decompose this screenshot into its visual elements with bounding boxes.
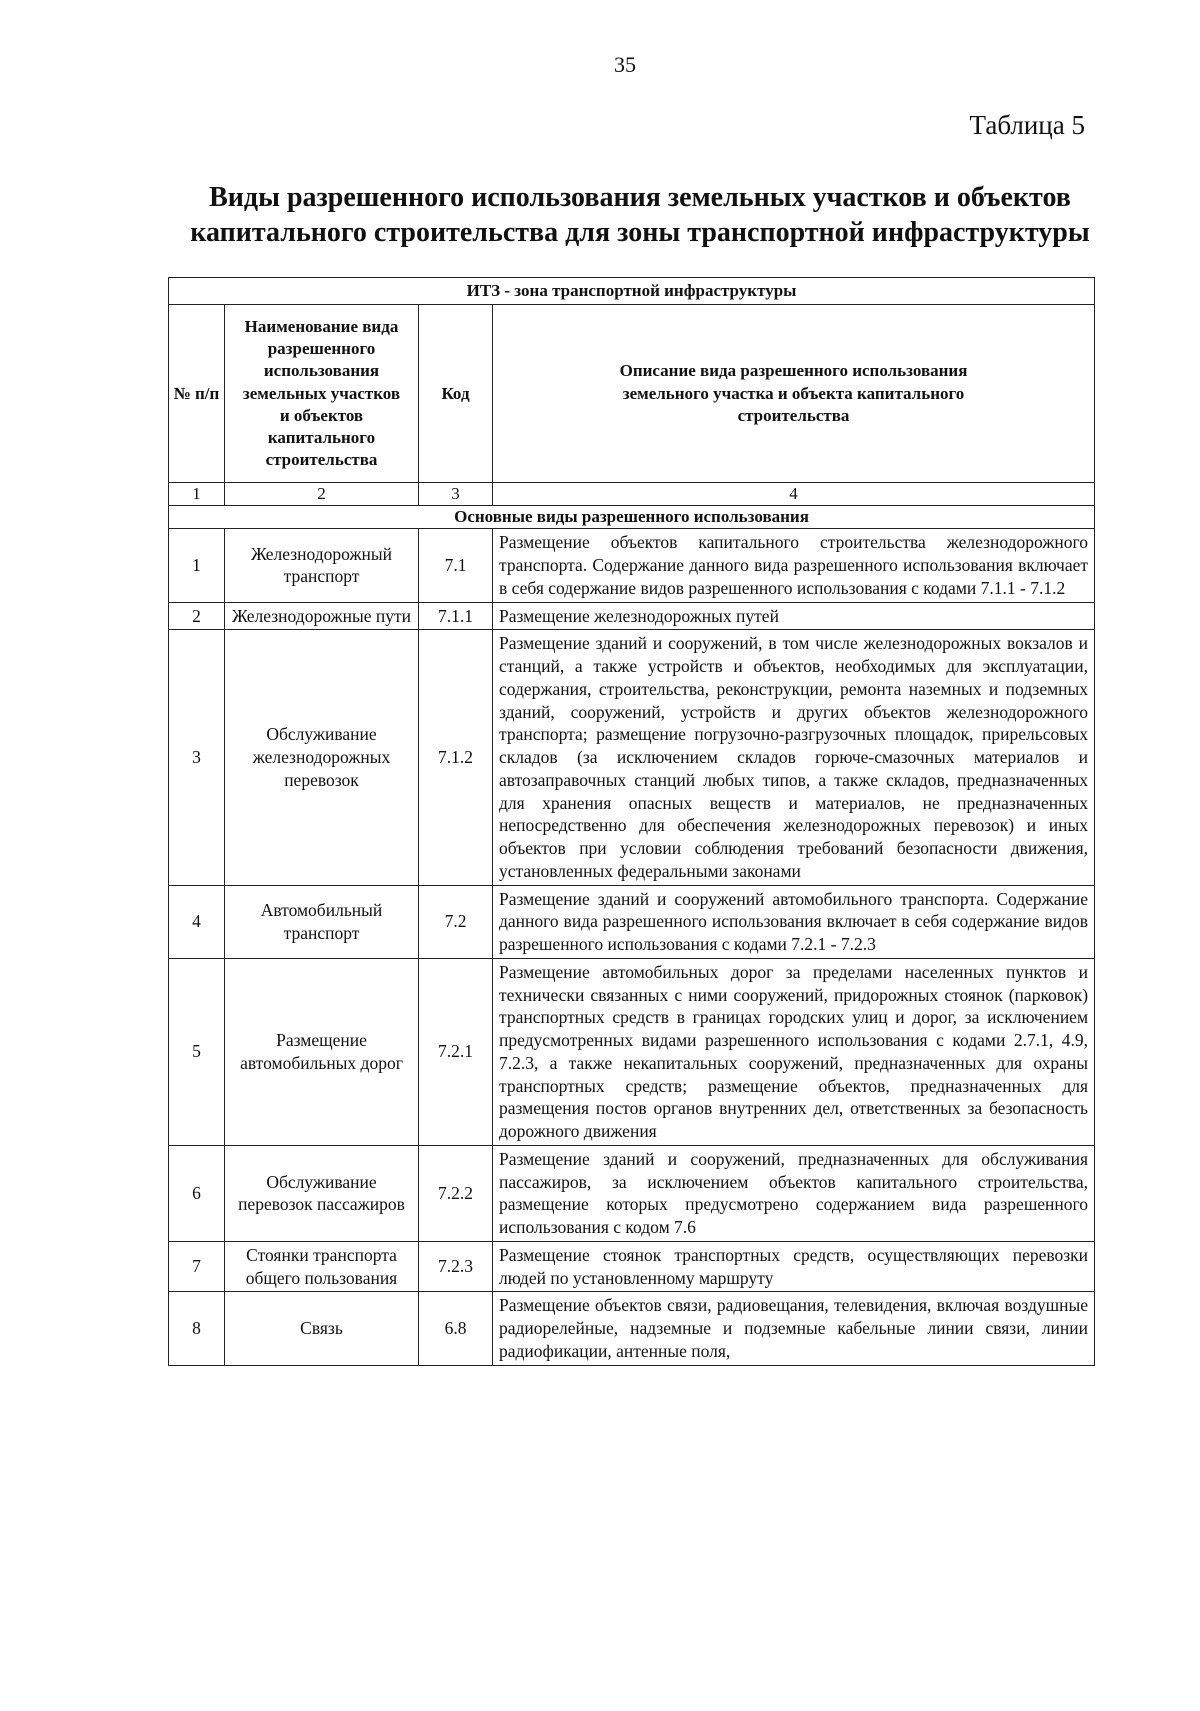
row-description: Размещение зданий и сооружений, в том числе железнодорожных вокзалов и станций, а также устройств и объектов, необходимых для эксплуатации, содержания, строительства, реконструкции, ремонта наземных и подземных зданий, сооружений, устройств и других объектов железнодорожного транспорта; размещение погрузочно-разгрузочных площадок, прирельсовых складов (за исключением складов горюче-смазочных материалов и автозаправочных станций любых типов, а также складов, предназначенных для хранения опасных веществ и материалов, не предназначенных непосредственно для обеспечения железнодорожных перевозок) и иных объектов при условии соблюдения требований безопасности движения, установленных федеральными законами xyxy=(493,630,1095,885)
table-row xyxy=(169,602,1095,630)
row-description: Размещение железнодорожных путей xyxy=(493,602,1095,630)
title-line-1: Виды разрешенного использования земельных участков и объектов xyxy=(209,182,1071,213)
row-code: 7.2.3 xyxy=(419,1241,493,1292)
table-row xyxy=(169,1241,1095,1292)
column-header-row xyxy=(169,305,1095,483)
row-name: Автомобильный транспорт xyxy=(225,885,419,958)
col-number: 1 xyxy=(169,483,225,506)
col-header-name: Наименование вида разрешенного использования земельных участков и объектов капитального строительства xyxy=(225,305,419,483)
row-description: Размещение стоянок транспортных средств, осуществляющих перевозки людей по установленному маршруту xyxy=(493,1241,1095,1292)
row-description: Размещение зданий и сооружений автомобильного транспорта. Содержание данного вида разрешенного использования включает в себя содержание видов разрешенного использования с кодами 7.2.1 - 7.2.3 xyxy=(493,885,1095,958)
col-number: 2 xyxy=(225,483,419,506)
row-description: Размещение автомобильных дорог за пределами населенных пунктов и технически связанных с ними сооружений, придорожных стоянок (парковок) транспортных средств в границах городских улиц и дорог, за исключением предусмотренных видами разрешенного использования с кодами 2.7.1, 4.9, 7.2.3, а также некапитальных сооружений, предназначенных для охраны транспортных средств; размещение объектов, предназначенных для размещения постов органов внутренних дел, ответственных за безопасность дорожного движения xyxy=(493,958,1095,1145)
table-row xyxy=(169,529,1095,602)
column-number-row xyxy=(169,483,1095,506)
row-number: 1 xyxy=(169,529,225,602)
col-number: 3 xyxy=(419,483,493,506)
row-code: 7.1.1 xyxy=(419,602,493,630)
row-code: 6.8 xyxy=(419,1292,493,1365)
row-name: Стоянки транспорта общего пользования xyxy=(225,1241,419,1292)
col-header-num: № п/п xyxy=(169,305,225,483)
table-row xyxy=(169,1292,1095,1365)
row-number: 7 xyxy=(169,1241,225,1292)
row-code: 7.1.2 xyxy=(419,630,493,885)
title-line-2: капитального строительства для зоны транспортной инфраструктуры xyxy=(190,217,1090,248)
page-number: 35 xyxy=(614,52,636,77)
section-title: Основные виды разрешенного использования xyxy=(169,506,1095,529)
land-use-table xyxy=(168,277,1095,1366)
row-name: Размещение автомобильных дорог xyxy=(225,958,419,1145)
table-row xyxy=(169,630,1095,885)
row-number: 5 xyxy=(169,958,225,1145)
row-number: 8 xyxy=(169,1292,225,1365)
row-name: Железнодорожный транспорт xyxy=(225,529,419,602)
row-code: 7.2.1 xyxy=(419,958,493,1145)
row-description: Размещение зданий и сооружений, предназначенных для обслуживания пассажиров, за исключением объектов капитального строительства, размещение которых предусмотрено содержанием вида разрешенного использования с кодом 7.6 xyxy=(493,1145,1095,1241)
row-description: Размещение объектов капитального строительства железнодорожного транспорта. Содержание данного вида разрешенного использования включает в себя содержание видов разрешенного использования с кодами 7.1.1 - 7.1.2 xyxy=(493,529,1095,602)
table-row xyxy=(169,958,1095,1145)
row-number: 3 xyxy=(169,630,225,885)
document-title xyxy=(140,180,1140,250)
section-row xyxy=(169,506,1095,529)
row-name: Обслуживание перевозок пассажиров xyxy=(225,1145,419,1241)
row-name: Обслуживание железнодорожных перевозок xyxy=(225,630,419,885)
col-header-code: Код xyxy=(419,305,493,483)
zone-header-row xyxy=(169,278,1095,305)
table-row xyxy=(169,1145,1095,1241)
col-header-desc: Описание вида разрешенного использования земельного участка и объекта капитального строительства xyxy=(493,305,1095,483)
col-number: 4 xyxy=(493,483,1095,506)
row-number: 6 xyxy=(169,1145,225,1241)
row-description: Размещение объектов связи, радиовещания, телевидения, включая воздушные радиорелейные, надземные и подземные кабельные линии связи, линии радиофикации, антенные поля, xyxy=(493,1292,1095,1365)
row-number: 4 xyxy=(169,885,225,958)
table-label: Таблица 5 xyxy=(969,110,1085,140)
zone-header: ИТЗ - зона транспортной инфраструктуры xyxy=(169,278,1095,305)
table-row xyxy=(169,885,1095,958)
row-number: 2 xyxy=(169,602,225,630)
row-name: Связь xyxy=(225,1292,419,1365)
row-code: 7.2 xyxy=(419,885,493,958)
row-code: 7.1 xyxy=(419,529,493,602)
row-name: Железнодорожные пути xyxy=(225,602,419,630)
row-code: 7.2.2 xyxy=(419,1145,493,1241)
